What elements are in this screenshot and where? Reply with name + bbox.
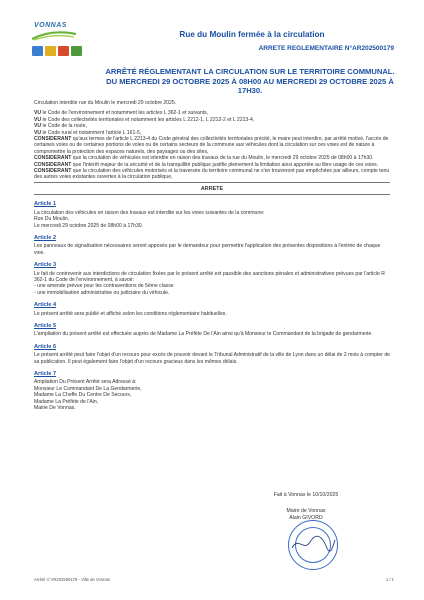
flag-yellow-icon	[45, 46, 56, 56]
considerant-item: CONSIDERANT qu'aux termes de l'article L 2213-4 du Code général des collectivités territoriales précité, le maire peut interdire, par arrêté motivé, l'accès de certaines voies ou de certaines portions de voies ou de certains secteurs de la commune aux véhicules dont la circulation sur ces voies est de nature à compromettre la protection des espaces naturels, des paysages ou des sites,	[34, 136, 389, 155]
arrete-heading: ARRETE	[200, 185, 224, 192]
handwritten-signature	[290, 534, 336, 554]
flag-red-icon	[58, 46, 69, 56]
signer-name: Alain GIVORD	[289, 515, 323, 521]
document-body	[34, 100, 390, 411]
article-5: Article 5 L'ampliation du présent arrêté est effectuée auprès de Madame La Préfète De l'Ain ainsi qu'à Monsieur le Commandant de la brigade de gendarmerie.	[34, 323, 390, 338]
vu-item: VU le Code de l'environnement et notamment les articles L 362-1 et suivants,	[34, 110, 209, 117]
place-date: Fait à Vonnas le 10/10/2025	[273, 492, 339, 498]
document-subject: Rue du Moulin fermée à la circulation	[179, 30, 325, 39]
vu-list	[34, 110, 390, 136]
footer-reference: Arrêté n°AR202500179 - Ville de Vonnas	[34, 577, 110, 582]
article-7: Article 7 Ampliation Du Présent Arrêté sera Adressé à: Monsieur Le Commandant De La Gendarmerie, Madame La Cheffe Du Centre De Secours, Madame La Préfète de l'Ain, Mairie De Vonnas.	[34, 371, 390, 411]
vu-item: VU le Code des collectivités territoriales et notamment les articles L 2212-1, L 2212-2 et L 2213-4,	[34, 116, 255, 123]
flag-green-icon	[71, 46, 82, 56]
considerant-list	[34, 136, 390, 181]
document-reference: ARRETE REGLEMENTAIRE N°AR202500179	[258, 45, 394, 52]
article-title: Article 3	[34, 262, 57, 269]
considerant-item: CONSIDERANT que l'intérêt majeur de la sécurité et de la tranquillité publique justifie pleinement la limitation ainsi apportée au libre usage de ces voies.	[34, 161, 379, 168]
article-title: Article 7	[34, 371, 57, 377]
document-title-line-2: DU MERCREDI 29 OCTOBRE 2025 À 08H00 AU MERCREDI 29 OCTOBRE 2025 À 17H30.	[106, 76, 394, 95]
vu-item: VU le Code rural et notamment l'article L 161-5,	[34, 129, 142, 136]
considerant-item: CONSIDERANT que la circulation de véhicules est interdite en raison des travaux de la rue du Moulin, le mercredi 29 octobre 2025 de 08h00 à 17h30.	[34, 155, 374, 162]
article-2: Article 2 Les panneaux de signalisation nécessaires seront apposés par le demandeur pour permettre l'application des présentes dispositions à l'entrée de chaque voie.	[34, 235, 390, 256]
article-6: Article 6 Le présent arrêté peut faire l'objet d'un recours pour excès de pouvoir devant le Tribunal Administratif de la ville de Lyon dans un délai de 2 mois à compter de sa publication. Il peut également faire l'objet d'un recours gracieux dans les mêmes délais.	[34, 343, 390, 365]
article-title: Article 2	[34, 234, 57, 241]
intro-text: Circulation interdite rue du Moulin le mercredi 29 octobre 2025.	[34, 100, 177, 106]
vu-item: VU le Code de la route,	[34, 123, 87, 130]
article-title: Article 6	[34, 343, 57, 350]
article-title: Article 4	[34, 302, 57, 309]
logo-flags	[32, 46, 82, 58]
divider	[34, 194, 390, 195]
article-1: Article 1 La circulation des véhicules en raison des travaux est interdite sur les voies suivantes de la commune: Rue Du Moulin. Le mercredi 29 octobre 2025 de 08h00 à 17h30.	[34, 201, 390, 229]
page-footer	[34, 577, 394, 582]
signer-role: Maire de Vonnas	[286, 508, 326, 514]
article-title: Article 5	[34, 322, 57, 329]
article-3: Article 3 Le fait de contrevenir aux interdictions de circulation fixées par le présent arrêté est passible des sanctions pénales et administratives prévues par l'article R 362-1 du Code de l'environnement, à savoir: - une amende prévue pour les contraventions de 5ème classe - une immobilisation administrative ou judiciaire du véhicule.	[34, 262, 390, 296]
logo-wordmark: VONNAS	[34, 22, 67, 29]
article-title: Article 1	[34, 201, 57, 208]
divider	[34, 182, 390, 183]
town-logo	[28, 18, 90, 64]
logo-swoosh-icon	[32, 31, 76, 41]
page-number: 1 / 1	[385, 577, 394, 582]
document-title	[96, 67, 404, 96]
considerant-item: CONSIDERANT que la circulation des véhicules motorisés et la traversée du territoire communal ne s'en trouveront pas empêchées par ailleurs, compte tenu des autres voies existantes ouvertes à la circulation publique,	[34, 168, 390, 181]
article-4: Article 4 Le présent arrêté sera publié et affiché selon les conditions réglementaire habituelles.	[34, 302, 390, 317]
flag-blue-icon	[32, 46, 43, 56]
document-title-line-1: ARRÊTÉ RÉGLEMENTANT LA CIRCULATION SUR LE TERRITOIRE COMMUNAL.	[105, 67, 395, 76]
